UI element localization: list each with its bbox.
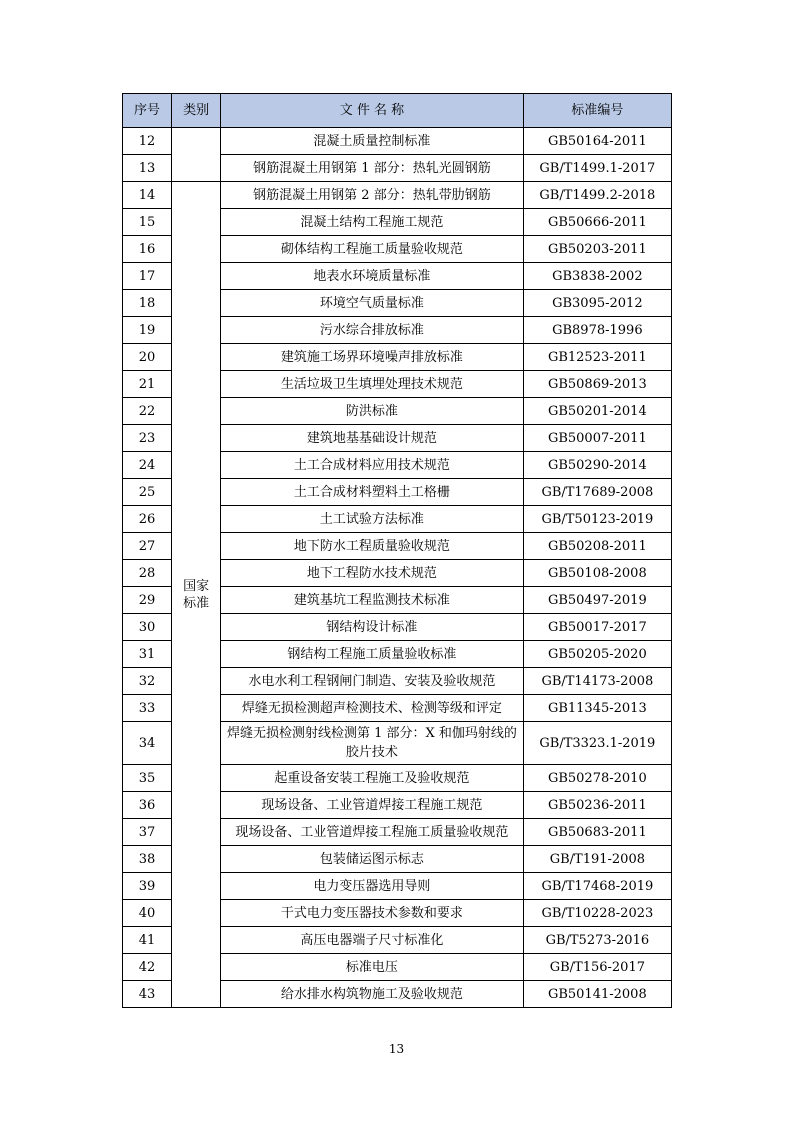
document-name: 干式电力变压器技术参数和要求	[221, 900, 524, 927]
header-name: 文 件 名 称	[221, 94, 524, 128]
row-number: 23	[123, 425, 172, 452]
row-number: 36	[123, 792, 172, 819]
document-name: 建筑地基基础设计规范	[221, 425, 524, 452]
document-name: 环境空气质量标准	[221, 290, 524, 317]
standard-code: GB50141-2008	[523, 981, 671, 1008]
standard-code: GB50007-2011	[523, 425, 671, 452]
document-name: 标准电压	[221, 954, 524, 981]
standard-code: GB/T3323.1-2019	[523, 722, 671, 765]
standard-code: GB50205-2020	[523, 641, 671, 668]
standard-code: GB12523-2011	[523, 344, 671, 371]
header-category: 类别	[172, 94, 221, 128]
document-name: 现场设备、工业管道焊接工程施工规范	[221, 792, 524, 819]
table-row	[123, 182, 672, 209]
standard-code: GB/T1499.2-2018	[523, 182, 671, 209]
row-number: 43	[123, 981, 172, 1008]
standard-code: GB50236-2011	[523, 792, 671, 819]
row-number: 38	[123, 846, 172, 873]
standard-code: GB/T17689-2008	[523, 479, 671, 506]
document-name: 钢筋混凝土用钢第 2 部分：热轧带肋钢筋	[221, 182, 524, 209]
standard-code: GB50666-2011	[523, 209, 671, 236]
document-name: 地表水环境质量标准	[221, 263, 524, 290]
document-name: 污水综合排放标准	[221, 317, 524, 344]
category-cell-national-standard	[172, 182, 221, 1008]
standard-code: GB/T50123-2019	[523, 506, 671, 533]
row-number: 41	[123, 927, 172, 954]
row-number: 29	[123, 587, 172, 614]
standard-code: GB50290-2014	[523, 452, 671, 479]
standard-code: GB50017-2017	[523, 614, 671, 641]
row-number: 27	[123, 533, 172, 560]
row-number: 31	[123, 641, 172, 668]
category-label: 国家 标准	[183, 578, 210, 611]
standard-code: GB50201-2014	[523, 398, 671, 425]
row-number: 18	[123, 290, 172, 317]
document-name: 起重设备安装工程施工及验收规范	[221, 765, 524, 792]
row-number: 33	[123, 695, 172, 722]
document-name: 钢结构工程施工质量验收标准	[221, 641, 524, 668]
standard-code: GB8978-1996	[523, 317, 671, 344]
row-number: 28	[123, 560, 172, 587]
standard-code: GB50497-2019	[523, 587, 671, 614]
standard-code: GB50164-2011	[523, 128, 671, 155]
header-row	[123, 94, 672, 128]
header-no: 序号	[123, 94, 172, 128]
document-name: 混凝土结构工程施工规范	[221, 209, 524, 236]
document-name: 生活垃圾卫生填埋处理技术规范	[221, 371, 524, 398]
row-number: 35	[123, 765, 172, 792]
row-number: 20	[123, 344, 172, 371]
document-name: 土工试验方法标准	[221, 506, 524, 533]
document-name: 钢筋混凝土用钢第 1 部分：热轧光圆钢筋	[221, 155, 524, 182]
row-number: 25	[123, 479, 172, 506]
row-number: 39	[123, 873, 172, 900]
standard-code: GB50278-2010	[523, 765, 671, 792]
document-name: 包装储运图示标志	[221, 846, 524, 873]
row-number: 13	[123, 155, 172, 182]
standard-code: GB/T5273-2016	[523, 927, 671, 954]
category-cell-continued	[172, 128, 221, 182]
row-number: 21	[123, 371, 172, 398]
standard-code: GB11345-2013	[523, 695, 671, 722]
standard-code: GB/T17468-2019	[523, 873, 671, 900]
standards-table	[122, 93, 672, 1008]
document-name: 建筑施工场界环境噪声排放标准	[221, 344, 524, 371]
standard-code: GB50683-2011	[523, 819, 671, 846]
table-header	[123, 94, 672, 128]
standard-code: GB/T191-2008	[523, 846, 671, 873]
document-name: 给水排水构筑物施工及验收规范	[221, 981, 524, 1008]
row-number: 42	[123, 954, 172, 981]
document-name: 土工合成材料塑料土工格栅	[221, 479, 524, 506]
row-number: 30	[123, 614, 172, 641]
row-number: 40	[123, 900, 172, 927]
document-name: 焊缝无损检测射线检测第 1 部分：X 和伽玛射线的胶片技术	[221, 722, 524, 765]
row-number: 14	[123, 182, 172, 209]
document-name: 地下工程防水技术规范	[221, 560, 524, 587]
header-code: 标准编号	[523, 94, 671, 128]
document-name: 高压电器端子尺寸标准化	[221, 927, 524, 954]
row-number: 19	[123, 317, 172, 344]
document-name: 砌体结构工程施工质量验收规范	[221, 236, 524, 263]
standard-code: GB50203-2011	[523, 236, 671, 263]
document-name: 建筑基坑工程监测技术标准	[221, 587, 524, 614]
standard-code: GB/T10228-2023	[523, 900, 671, 927]
row-number: 16	[123, 236, 172, 263]
document-name: 水电水利工程钢闸门制造、安装及验收规范	[221, 668, 524, 695]
row-number: 17	[123, 263, 172, 290]
document-name: 混凝土质量控制标准	[221, 128, 524, 155]
row-number: 15	[123, 209, 172, 236]
row-number: 26	[123, 506, 172, 533]
standard-code: GB50108-2008	[523, 560, 671, 587]
standard-code: GB/T14173-2008	[523, 668, 671, 695]
row-number: 37	[123, 819, 172, 846]
row-number: 12	[123, 128, 172, 155]
document-name: 防洪标准	[221, 398, 524, 425]
standard-code: GB/T156-2017	[523, 954, 671, 981]
standard-code: GB3838-2002	[523, 263, 671, 290]
document-name: 现场设备、工业管道焊接工程施工质量验收规范	[221, 819, 524, 846]
document-name: 电力变压器选用导则	[221, 873, 524, 900]
document-name: 地下防水工程质量验收规范	[221, 533, 524, 560]
document-name: 焊缝无损检测超声检测技术、检测等级和评定	[221, 695, 524, 722]
row-number: 22	[123, 398, 172, 425]
page-number: 13	[388, 1042, 405, 1056]
standard-code: GB50208-2011	[523, 533, 671, 560]
table-body	[123, 128, 672, 1008]
row-number: 24	[123, 452, 172, 479]
row-number: 32	[123, 668, 172, 695]
document-name: 钢结构设计标准	[221, 614, 524, 641]
standard-code: GB/T1499.1-2017	[523, 155, 671, 182]
standard-code: GB3095-2012	[523, 290, 671, 317]
document-name: 土工合成材料应用技术规范	[221, 452, 524, 479]
table-row	[123, 128, 672, 155]
row-number: 34	[123, 722, 172, 765]
standard-code: GB50869-2013	[523, 371, 671, 398]
